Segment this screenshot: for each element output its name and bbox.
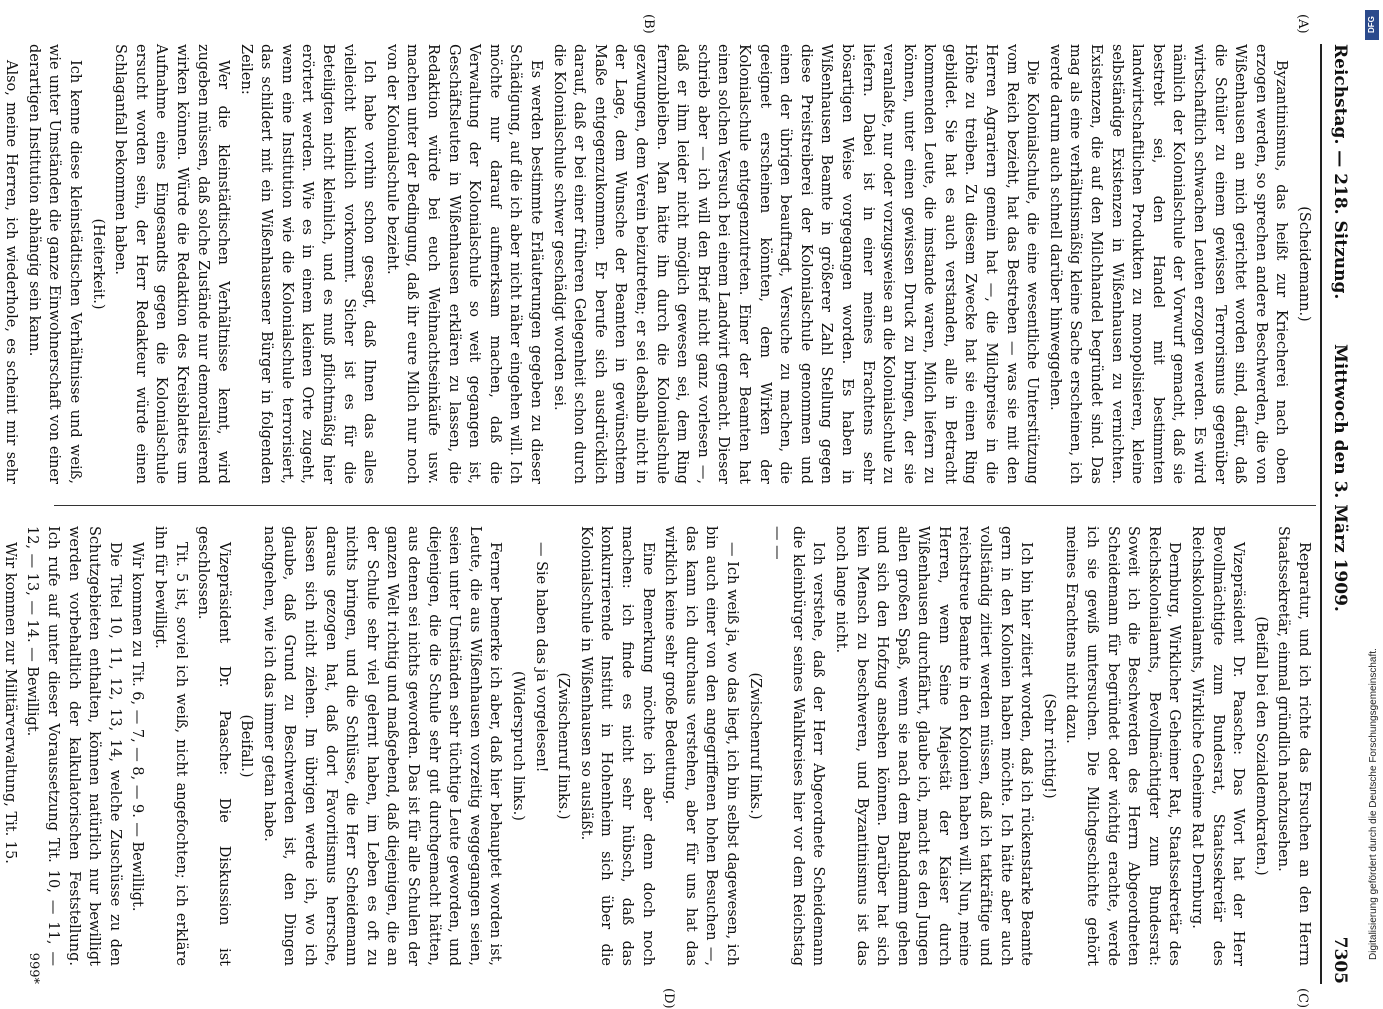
paragraph: Also, meine Herren, ich wiederhole, es scheint mir sehr	[3, 60, 20, 484]
paragraph: (Zwischenruf links.)	[555, 672, 572, 820]
paragraph: (Beifall bei den Sozialdemokraten.)	[1252, 616, 1269, 876]
paragraph: Die Titel 10, 11, 12, 13, 14, welche Zuschüsse zu den Schutzgebieten enthalten, können natürlich nur bewilligt werden vorbehaltlich der kalkulatorischen Feststellung. Ich rufe auf unter dieser Voraussetzung Tit. 10, — 11, — 12, — 13, — 14. — Bewilligt.	[24, 526, 123, 966]
dfg-logo: DFG	[1365, 10, 1379, 40]
digitization-credit: Digitalisierung gefördert durch die Deutsche Forschungsgemeinschaft.	[1368, 648, 1379, 960]
paragraph: Wir kommen zur Militärverwaltung, Tit. 15.	[1, 542, 18, 864]
paragraph: Vizepräsident Dr. Paasche: Das Wort hat der Herr Bevollmächtigte zum Bundesrat, Staatssekretär des Reichskolonialamts, Wirkliche Geheime Rat Dernburg.	[1189, 526, 1247, 966]
header-date: Mittwoch den 3. März 1909.	[1330, 344, 1350, 612]
paragraph: — Ich weiß ja, wo das liegt, ich bin selbst dagewesen, ich bin auch einer von den angegriffenen hohen Besuchen —, das kann ich durchaus verstehen, aber für uns hat das wirklich keine sehr große Bedeutung.	[662, 526, 740, 966]
paragraph: Wer die kleinstädtischen Verhältnisse kennt, wird zugeben müssen, daß solche Zustände nur demoralisierend wirken können. Würde die Redaktion des Kreisblattes um Aufnahme eines Eingesandts gegen die Kolonialschule ersucht worden sein, der Herr Redakteur würde einen Schlaganfall bekommen haben.	[112, 44, 232, 484]
paragraph: (Beifall.)	[238, 714, 255, 778]
paragraph: Ich bin hier zitiert worden, daß ich rückenstarke Beamte gern in den Kolonien haben möchte. Ich hätte aber auch vollständig zitiert werden müssen, daß ich tatkräftige und reichstreue Beamte in den Kolonien haben will. Nun, meine Herren, wenn Seine Majestät der Kaiser durch Wißenhausen durchfährt, glaube ich, macht es den Jungen allen großen Spaß, wenn sie nach dem Bahndamm gehen und sich den Hofzug ansehen können. Darüber hat sich kein Mensch zu beschweren, und Byzantinismus ist das noch lange nicht.	[832, 526, 1035, 966]
page-header	[1320, 44, 1356, 984]
paragraph: Es werden bestimmte Erläuterungen gegeben zu dieser Schädigung, auf die ich aber nicht näher eingehen will. Ich möchte nur darauf aufmerksam machen, daß die Verwaltung der Kolonialschule so weit gegangen ist, Geschäftsleuten in Wißenhausen erklären zu lassen, die Redaktion würde bei euch Weihnachtseinkäufe usw. machen unter der Bedingung, daß ihr eure Milch nur noch von der Kolonialschule bezieht.	[383, 44, 545, 484]
header-session: Reichstag. — 218. Sitzung.	[1330, 44, 1350, 300]
column-right	[1, 526, 1314, 966]
paragraph: Ferner bemerke ich aber, daß hier behauptet worden ist, Leute, die aus Wißenhausen vorzeitig weggegangen seien, seien unter Umständen sehr tüchtige Leute geworden, und diejenigen, die die Schule sehr gut durchgemacht hätten, aus denen sei nichts geworden. Das ist für alle Schulen der ganzen Welt richtig und maßgebend, daß diejenigen, die an der Schule sehr viel gelernt haben, im Leben es oft zu nichts bringen, und die Schlüsse, die Herr Scheidemann daraus gezogen hat, daß dort Favoritismus herrsche, lassen sich nicht ziehen. Im übrigen werde ich, wo ich glaube, daß Grund zu Beschwerden ist, den Dingen nachgehen, wie ich das immer getan habe.	[260, 526, 504, 966]
margin-marker-d: (D)	[661, 988, 676, 1009]
paragraph: (Sehr richtig!)	[1040, 693, 1057, 799]
paragraph: Dernburg, Wirklicher Geheimer Rat, Staatssekretär des Reichskolonialamts, Bevollmächtigter zum Bundesrat: Soweit ich die Beschwerden des Herrn Abgeordneten Scheidemann für begründet oder wichtig erachte, werde ich sie gewiß untersuchen. Die Milchgeschichte gehört meines Erachtens nicht dazu.	[1063, 526, 1183, 966]
page-number: 7305	[1330, 936, 1350, 984]
paragraph: Ich habe vorhin schon gesagt, daß Ihnen das alles vielleicht kleinlich vorkommt. Sicher ist es für die Beteiligten nicht kleinlich, und es muß pflichtmäßig hier erörtert werden. Wie es in einem kleinen Orte zugeht, wenn eine Institution wie die Kolonialschule terrorisiert, das schildert mit ein Wißenhausener Bürger in folgenden Zeilen:	[237, 44, 378, 484]
paragraph: (Heiterkeit.)	[89, 218, 106, 310]
margin-marker-a: (A)	[1295, 14, 1310, 34]
footer-signature: 999*	[26, 952, 41, 984]
paragraph: (Scheidemann.)	[1296, 206, 1312, 322]
paragraph: Wir kommen zu Tit. 6, — 7, — 8, — 9. — Bewilligt.	[129, 542, 146, 912]
paragraph: Reparatur, und ich richte das Ersuchen an den Herrn Staatssekretär, einmal gründlich nachzusehen.	[1275, 526, 1312, 966]
paragraph: Ich kenne diese kleinstädtischen Verhältnisse und weiß, wie unter Umständen die ganze Einwohnerschaft von einer derartigen Institution abhängig sein kann.	[25, 44, 83, 484]
rotated-page-content	[1, 14, 1356, 1009]
paragraph: Die Kolonialschule, die eine wesentliche Unterstützung vom Reich bezieht, hat das Bestreben — was sie mit den Herren Agrariern gemein hat —, die Milchpreise in die Höhe zu treiben. Zu diesem Zwecke hat sie einen Ring gebildet. Sie hat es auch verstanden, alle in Betracht kommenden Leute, die imstande waren, Milch liefern zu können, unter einen gewissen Druck zu bringen, der sie veranlaßte, nur oder vorzugsweise an die Kolonialschule zu liefern. Dabei ist in einer meines Erachtens sehr bösartigen Weise vorgegangen worden. Es haben in Wißenhausen Beamte in größerer Zahl Stellung gegen diese Preistreiberei der Kolonialschule genommen und einen der übrigen beauftragt, Versuche zu machen, die geeignet erscheinen könnten, dem Wirken der Kolonialschule entgegenzutreten. Einer der Beamten hat einen solchen Versuch bei einem Landwirt gemacht. Dieser schrieb aber — ich will den Brief nicht ganz vorlesen —, daß er ihm leider nicht möglich gewesen sei, dem Ring fernzubleiben. Man hätte ihn durch die Kolonialschule gezwungen, dem Verein beizutreten; er sei deshalb nicht in der Lage, dem Wunsche der Beamten in gewünschtem Maße entgegenzukommen. Er berufe sich ausdrücklich darauf, daß er bei einer früheren Gelegenheit schon durch die Kolonialschule schwer geschädigt worden sei.	[550, 44, 1041, 484]
paragraph: Tit. 5 ist, soviel ich weiß, nicht angefochten; ich erkläre ihn für bewilligt.	[151, 526, 189, 966]
column-divider	[54, 505, 1316, 506]
margin-marker-c: (C)	[1295, 988, 1310, 1009]
paragraph: — Sie haben das ja vorgelesen!	[532, 542, 549, 773]
paragraph: Eine Bemerkung möchte ich aber denn doch noch machen: ich finde es nicht sehr hübsch, daß das konkurrierende Institut in Hohenheim sich über die Kolonialschule in Wißenhausen so ausläßt.	[577, 526, 656, 966]
paragraph: (Widerspruch links.)	[510, 671, 527, 821]
header-rule	[1320, 44, 1322, 984]
column-left	[3, 44, 1314, 484]
paragraph: Ich verstehe, daß der Herr Abgeordnete Scheidemann die kleinbürger seines Wahlkreises hier vor dem Reichstag — —	[769, 526, 827, 966]
paragraph: Byzantinismus, das heißt zur Kriecherei nach oben erzogen werden, so sprechen andere Beschwerden, die von Wißenhausen an mich gerichtet worden sind, dafür, daß die Schüler zu einem gewissen Terrorismus gegenüber wirtschaftlich schwachen Leuten erzogen werden. Es wird nämlich der Kolonialschule der Vorwurf gemacht, daß sie bestrebt sei, den Handel mit bestimmten landwirtschaftlichen Produkten zu monopolisieren, kleine selbständige Existenzen in Wißenhausen zu vernichten. Existenzen, die auf den Milchhandel begründet sind. Das mag als eine verhältnismäßig kleine Sache erscheinen, ich werde darum auch schnell darüber hinweggehen.	[1046, 44, 1290, 484]
margin-marker-b: (B)	[641, 14, 656, 34]
paragraph: (Zwischenruf links.)	[746, 672, 763, 820]
paragraph: Vizepräsident Dr. Paasche: Die Diskussion ist geschlossen.	[195, 526, 232, 966]
